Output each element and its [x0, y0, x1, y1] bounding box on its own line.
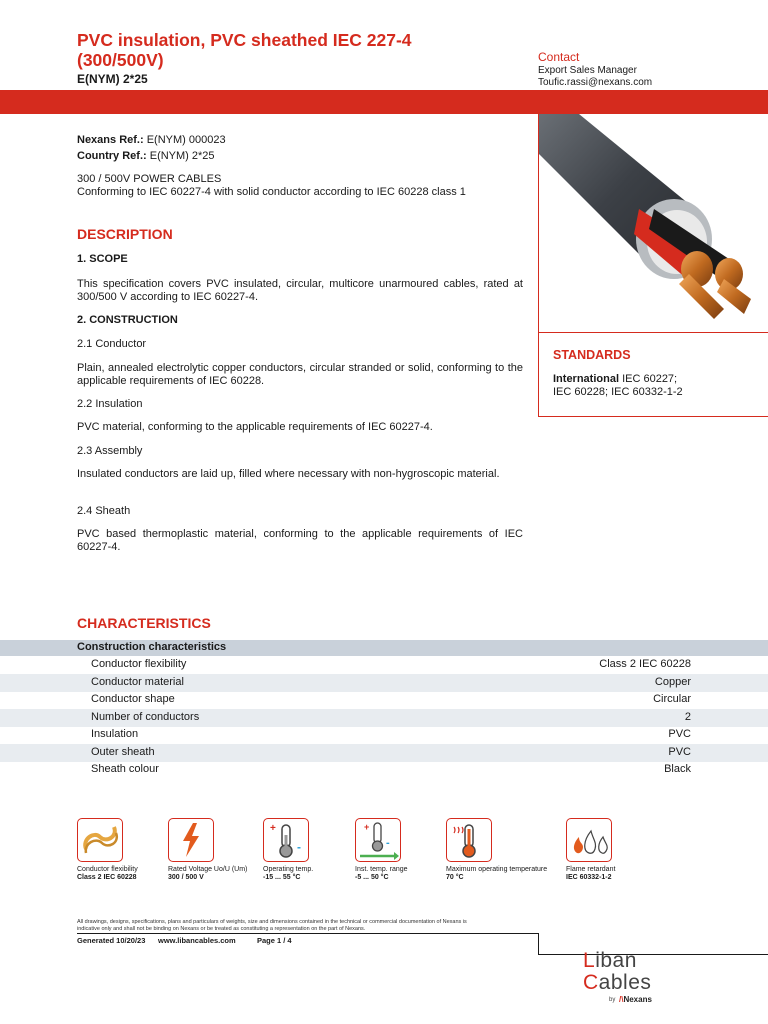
table-row	[0, 761, 768, 779]
logo-by: by	[609, 997, 616, 1003]
row-key: Conductor material	[91, 676, 184, 688]
icon-label-install-temp	[355, 866, 408, 882]
row-value: Class 2 IEC 60228	[599, 658, 691, 670]
sheath-text: PVC based thermoplastic material, conforming to the applicable requirements of IEC 60227-4.	[77, 528, 523, 553]
table-row	[0, 656, 768, 674]
country-ref-label: Country Ref.:	[77, 150, 147, 162]
icon-caption: Inst. temp. range	[355, 866, 408, 873]
description-heading: DESCRIPTION	[77, 226, 173, 242]
row-value: 2	[684, 711, 691, 723]
header-band	[0, 90, 538, 114]
row-key: Sheath colour	[91, 763, 159, 775]
footer-divider-vertical	[538, 933, 539, 955]
row-value: PVC	[668, 728, 691, 740]
disclaimer	[77, 919, 547, 933]
characteristics-heading: CHARACTERISTICS	[77, 615, 211, 631]
row-value: Black	[664, 763, 691, 775]
table-row	[0, 726, 768, 744]
nexans-ref-label: Nexans Ref.:	[77, 134, 144, 146]
liban-cables-logo	[583, 950, 663, 1010]
logo-brand	[619, 995, 652, 1004]
icon-label-max-temp	[446, 866, 547, 882]
country-ref	[77, 149, 215, 164]
footer-divider	[77, 933, 539, 934]
assembly-text: Insulated conductors are laid up, filled where necessary with non-hygroscopic material.	[77, 468, 500, 480]
country-ref-value: E(NYM) 2*25	[146, 150, 215, 162]
icon-caption: Conductor flexibility	[77, 866, 138, 873]
assembly-subheading: 2.3 Assembly	[77, 445, 143, 457]
footer-page-number: Page 1 / 4	[257, 936, 292, 945]
row-value: Copper	[654, 676, 691, 688]
icon-value: IEC 60332-1-2	[566, 874, 612, 881]
svg-text:-: -	[297, 840, 301, 854]
operating-temp-icon	[263, 818, 309, 862]
icon-value: Class 2 IEC 60228	[77, 874, 137, 881]
characteristics-group-label: Construction characteristics	[77, 641, 227, 653]
icon-caption: Operating temp.	[263, 866, 314, 873]
max-temp-icon	[446, 818, 492, 862]
svg-text:-: -	[386, 837, 390, 849]
table-row	[0, 709, 768, 727]
icon-caption: Flame retardant	[566, 866, 616, 873]
icon-label-flexibility	[77, 866, 138, 882]
conductor-subheading: 2.1 Conductor	[77, 338, 147, 350]
header-band-right	[538, 90, 768, 114]
svg-text:+: +	[270, 823, 276, 834]
flame-retardant-icon	[566, 818, 612, 862]
standards-heading: STANDARDS	[553, 348, 631, 362]
footer-generated: Generated 10/20/23	[77, 936, 146, 945]
intro-text	[77, 173, 466, 199]
row-value: Circular	[653, 693, 691, 705]
contact-role: Export Sales Manager	[538, 65, 637, 76]
sheath-subheading: 2.4 Sheath	[77, 505, 131, 517]
title-line-2: (300/500V)	[77, 50, 164, 70]
contact-email[interactable]: Toufic.rassi@nexans.com	[538, 77, 653, 88]
disclaimer-line-2: indicative only and shall not be binding on Nexans or be treated as constituting a representation on the part of Nexans.	[77, 926, 366, 932]
table-row	[0, 674, 768, 692]
product-subtitle: E(NYM) 2*25	[77, 72, 148, 86]
nexans-mark-icon: /\	[619, 995, 624, 1004]
title-line-1: PVC insulation, PVC sheathed IEC 227-4	[77, 30, 412, 50]
construction-heading: 2. CONSTRUCTION	[77, 314, 178, 326]
panel-divider	[538, 332, 768, 333]
row-key: Outer sheath	[91, 746, 155, 758]
nexans-ref	[77, 133, 226, 148]
logo-line-1: iban	[595, 949, 637, 972]
row-key: Number of conductors	[91, 711, 200, 723]
logo-brand-text: Nexans	[623, 995, 652, 1004]
logo-line-2: ables	[598, 971, 652, 994]
table-row	[0, 691, 768, 709]
conductor-flexibility-icon	[77, 818, 123, 862]
cable-image	[539, 114, 768, 332]
rated-voltage-icon	[168, 818, 214, 862]
intro-line-2: Conforming to IEC 60227-4 with solid conductor according to IEC 60228 class 1	[77, 186, 466, 198]
disclaimer-line-1: All drawings, designs, specifications, plans and particulars of weights, size and dimensions contained in the technical or commercial documentation of Nexans is	[77, 919, 467, 925]
footer-website[interactable]: www.libancables.com	[158, 936, 236, 945]
logo-cap-c: C	[583, 971, 599, 994]
scope-text: This specification covers PVC insulated, circular, multicore unarmoured cables, rated at 300/500 V according to IEC 60227-4.	[77, 278, 523, 303]
page-title	[77, 30, 527, 70]
standards-value-1: IEC 60227;	[619, 373, 678, 385]
nexans-ref-value: E(NYM) 000023	[143, 134, 226, 146]
scope-heading: 1. SCOPE	[77, 253, 128, 265]
intro-line-1: 300 / 500V POWER CABLES	[77, 173, 222, 185]
row-key: Conductor flexibility	[91, 658, 187, 670]
conductor-text: Plain, annealed electrolytic copper conductors, circular stranded or solid, conforming to the applicable requirements of IEC 60228.	[77, 362, 523, 387]
logo-cap-l: L	[583, 949, 596, 972]
icon-label-flame	[566, 866, 615, 882]
icon-label-operating-temp	[263, 866, 313, 882]
icon-value: -15 ... 55 °C	[263, 874, 301, 881]
icon-caption: Rated Voltage Uo/U (Um)	[168, 866, 248, 873]
icon-label-voltage	[168, 866, 247, 882]
icon-value: 300 / 500 V	[168, 874, 204, 881]
contact-heading: Contact	[538, 50, 580, 64]
insulation-subheading: 2.2 Insulation	[77, 398, 143, 410]
standards-label: International	[553, 373, 620, 385]
standards-value-2: IEC 60228; IEC 60332-1-2	[553, 386, 683, 398]
row-key: Conductor shape	[91, 693, 175, 705]
row-key: Insulation	[91, 728, 139, 740]
svg-text:+: +	[364, 822, 370, 832]
install-temp-icon	[355, 818, 401, 862]
standards-text	[553, 373, 753, 399]
table-row	[0, 744, 768, 762]
icon-caption: Maximum operating temperature	[446, 866, 548, 873]
icon-value: 70 °C	[446, 874, 464, 881]
icon-value: -5 ... 50 °C	[355, 874, 389, 881]
insulation-text: PVC material, conforming to the applicable requirements of IEC 60227-4.	[77, 421, 433, 433]
row-value: PVC	[668, 746, 691, 758]
